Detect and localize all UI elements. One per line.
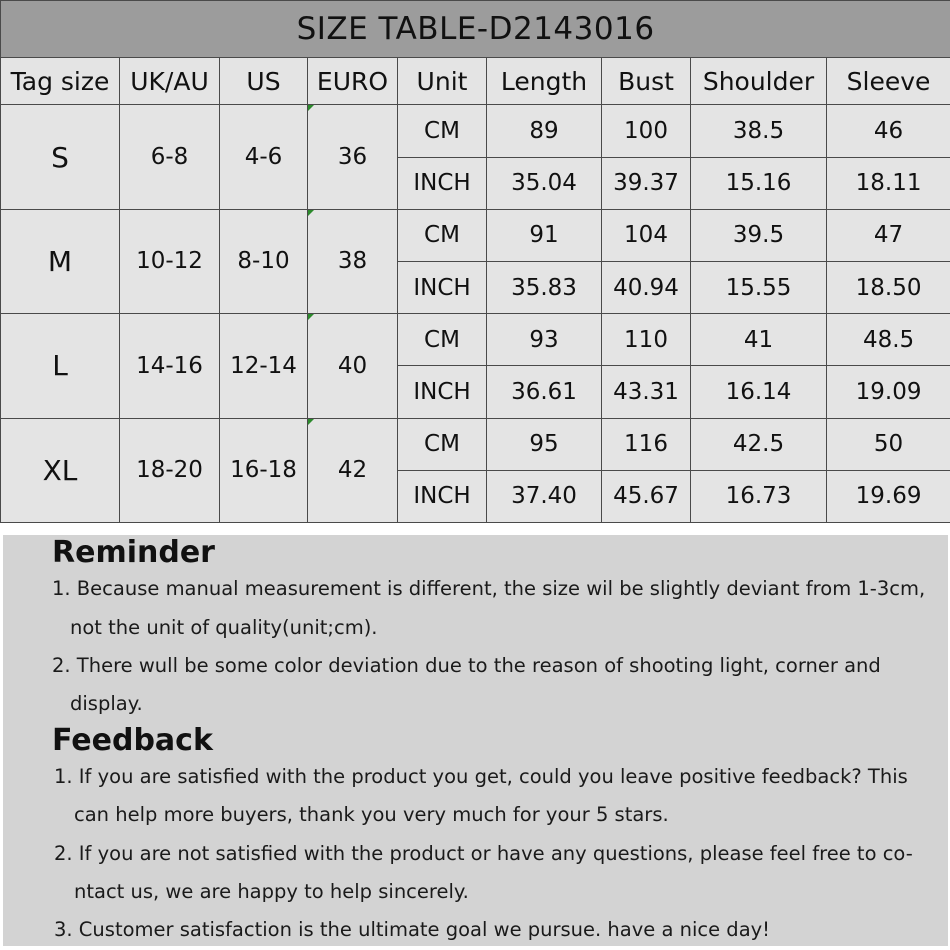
sleeve-cell: 18.11 — [827, 157, 950, 209]
header-tag-size: Tag size — [1, 58, 120, 105]
length-cell: 35.83 — [487, 261, 602, 313]
unit-cell: CM — [398, 418, 487, 470]
euro-value: 38 — [337, 248, 368, 275]
euro-value: 36 — [337, 144, 368, 171]
reminder-line: not the unit of quality(unit;cm). — [70, 616, 378, 639]
shoulder-cell: 38.5 — [691, 105, 827, 157]
tag-size-cell: M — [1, 209, 120, 313]
table-title: SIZE TABLE-D2143016 — [1, 1, 950, 58]
shoulder-cell: 42.5 — [691, 418, 827, 470]
bust-cell: 40.94 — [602, 261, 691, 313]
tag-size-cell: S — [1, 105, 120, 209]
header-unit: Unit — [398, 58, 487, 105]
feedback-line: 1. If you are satisfied with the product you get, could you leave positive feedback? This — [54, 765, 908, 788]
unit-cell: INCH — [398, 366, 487, 418]
us-cell: 8-10 — [220, 209, 308, 313]
uk-au-cell: 14-16 — [120, 314, 220, 418]
feedback-line: ntact us, we are happy to help sincerely. — [74, 880, 469, 903]
bust-cell: 116 — [602, 418, 691, 470]
shoulder-cell: 15.55 — [691, 261, 827, 313]
sleeve-cell: 19.09 — [827, 366, 950, 418]
corner-mark-icon — [308, 105, 314, 111]
reminder-line: display. — [70, 692, 143, 715]
corner-mark-icon — [308, 419, 314, 425]
us-cell: 16-18 — [220, 418, 308, 522]
header-us: US — [220, 58, 308, 105]
euro-value: 40 — [337, 352, 368, 379]
unit-cell: INCH — [398, 261, 487, 313]
reminder-title: Reminder — [52, 535, 215, 570]
euro-cell — [308, 314, 398, 418]
feedback-line: 2. If you are not satisfied with the product or have any questions, please feel free to co- — [54, 842, 913, 865]
sleeve-cell: 47 — [827, 209, 950, 261]
sleeve-cell: 48.5 — [827, 314, 950, 366]
tag-size-cell: XL — [1, 418, 120, 522]
header-sleeve: Sleeve — [827, 58, 950, 105]
unit-cell: INCH — [398, 157, 487, 209]
corner-mark-icon — [308, 210, 314, 216]
length-cell: 36.61 — [487, 366, 602, 418]
shoulder-cell: 39.5 — [691, 209, 827, 261]
length-cell: 93 — [487, 314, 602, 366]
uk-au-cell: 10-12 — [120, 209, 220, 313]
unit-cell: CM — [398, 209, 487, 261]
header-bust: Bust — [602, 58, 691, 105]
shoulder-cell: 16.73 — [691, 470, 827, 522]
tag-size-cell: L — [1, 314, 120, 418]
notes-panel — [3, 535, 948, 946]
bust-cell: 45.67 — [602, 470, 691, 522]
euro-cell — [308, 209, 398, 313]
us-cell: 4-6 — [220, 105, 308, 209]
table-row — [1, 314, 950, 366]
sleeve-cell: 46 — [827, 105, 950, 157]
length-cell: 37.40 — [487, 470, 602, 522]
us-cell: 12-14 — [220, 314, 308, 418]
euro-cell — [308, 105, 398, 209]
uk-au-cell: 6-8 — [120, 105, 220, 209]
bust-cell: 100 — [602, 105, 691, 157]
reminder-line: 2. There wull be some color deviation due to the reason of shooting light, corner and — [52, 654, 881, 677]
feedback-line: can help more buyers, thank you very much for your 5 stars. — [74, 803, 669, 826]
header-uk-au: UK/AU — [120, 58, 220, 105]
length-cell: 91 — [487, 209, 602, 261]
table-row — [1, 209, 950, 261]
header-shoulder: Shoulder — [691, 58, 827, 105]
table-row — [1, 105, 950, 157]
header-euro: EURO — [308, 58, 398, 105]
sleeve-cell: 18.50 — [827, 261, 950, 313]
bust-cell: 110 — [602, 314, 691, 366]
length-cell: 95 — [487, 418, 602, 470]
sleeve-cell: 19.69 — [827, 470, 950, 522]
feedback-line: 3. Customer satisfaction is the ultimate goal we pursue. have a nice day! — [54, 918, 770, 941]
bust-cell: 39.37 — [602, 157, 691, 209]
sleeve-cell: 50 — [827, 418, 950, 470]
euro-value: 42 — [337, 457, 368, 484]
length-cell: 35.04 — [487, 157, 602, 209]
bust-cell: 104 — [602, 209, 691, 261]
shoulder-cell: 16.14 — [691, 366, 827, 418]
euro-cell — [308, 418, 398, 522]
length-cell: 89 — [487, 105, 602, 157]
unit-cell: INCH — [398, 470, 487, 522]
unit-cell: CM — [398, 105, 487, 157]
shoulder-cell: 15.16 — [691, 157, 827, 209]
feedback-title: Feedback — [52, 723, 213, 758]
corner-mark-icon — [308, 314, 314, 320]
reminder-line: 1. Because manual measurement is different, the size wil be slightly deviant from 1-3cm, — [52, 577, 926, 600]
table-row — [1, 418, 950, 470]
header-row — [1, 58, 950, 105]
uk-au-cell: 18-20 — [120, 418, 220, 522]
bust-cell: 43.31 — [602, 366, 691, 418]
unit-cell: CM — [398, 314, 487, 366]
header-length: Length — [487, 58, 602, 105]
shoulder-cell: 41 — [691, 314, 827, 366]
